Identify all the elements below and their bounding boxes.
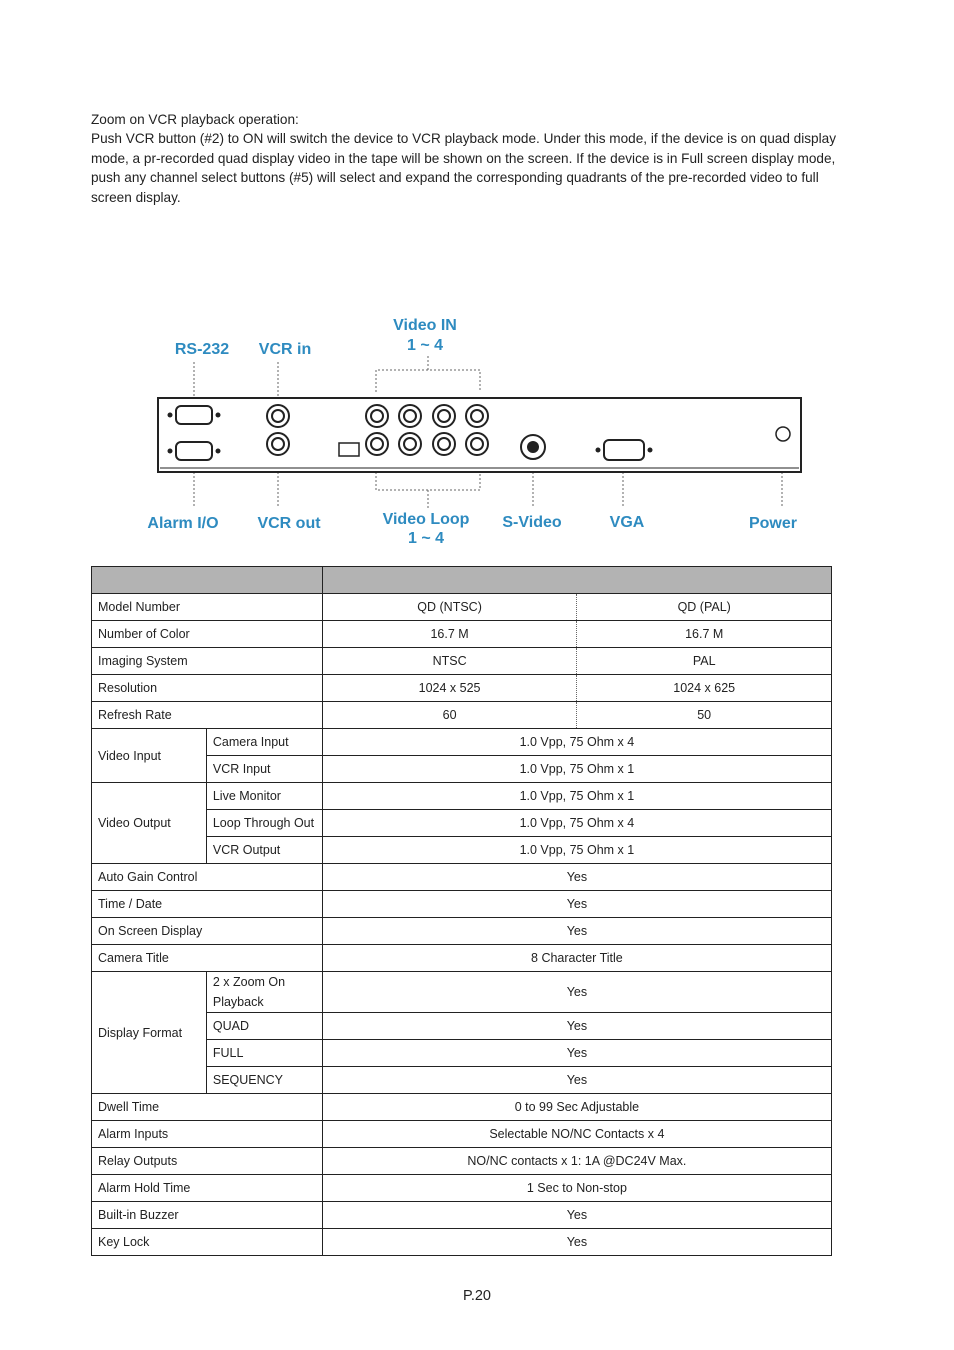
label-vcr-in: VCR in	[258, 341, 312, 358]
sub-label: 2 x Zoom On Playback	[206, 972, 322, 1013]
value: Yes	[322, 1067, 831, 1094]
table-row	[92, 1175, 832, 1202]
label-video-loop-range: 1 ~ 4	[407, 530, 445, 547]
value-pal: PAL	[577, 648, 832, 675]
table-row	[92, 1202, 832, 1229]
page-number: P.20	[463, 1288, 491, 1304]
sub-label: VCR Output	[206, 837, 322, 864]
value-ntsc: NTSC	[322, 648, 577, 675]
row-group-label: Video Output	[92, 783, 207, 864]
row-label: On Screen Display	[92, 918, 323, 945]
row-label: Model Number	[92, 594, 323, 621]
table-row	[92, 1148, 832, 1175]
value: 1.0 Vpp, 75 Ohm x 1	[322, 783, 831, 810]
sub-label: FULL	[206, 1040, 322, 1067]
value-pal: 50	[577, 702, 832, 729]
table-row	[92, 918, 832, 945]
table-header-row	[92, 567, 832, 594]
table-row	[92, 594, 832, 621]
label-video-in-range: 1 ~ 4	[406, 337, 444, 354]
row-group-label: Video Input	[92, 729, 207, 783]
sub-label: Live Monitor	[206, 783, 322, 810]
header-cell-spec	[322, 567, 831, 594]
value-ntsc: 60	[322, 702, 577, 729]
row-label: Number of Color	[92, 621, 323, 648]
row-label: Alarm Inputs	[92, 1121, 323, 1148]
label-svideo: S-Video	[502, 514, 562, 531]
table-row	[92, 783, 832, 810]
label-alarm-io: Alarm I/O	[147, 515, 219, 532]
row-group-label: Display Format	[92, 972, 207, 1094]
label-vcr-out: VCR out	[257, 515, 321, 532]
table-row	[92, 972, 832, 1013]
intro-body: Push VCR button (#2) to ON will switch the device to VCR playback mode. Under this mode, if the device is on quad display mode, a pr-recorded quad display video in the tape will be shown on the screen. If the device is in Full screen display mode, push any channel select buttons (#5) will select and expand the corresponding quadrants of the pre-recorded video to full screen display.	[91, 131, 836, 205]
row-label: Imaging System	[92, 648, 323, 675]
label-vga: VGA	[609, 514, 645, 531]
intro-text	[91, 110, 851, 207]
value-pal: 16.7 M	[577, 621, 832, 648]
sub-label: Camera Input	[206, 729, 322, 756]
table-row	[92, 621, 832, 648]
sub-label: QUAD	[206, 1013, 322, 1040]
value: 1.0 Vpp, 75 Ohm x 1	[322, 756, 831, 783]
table-row	[92, 891, 832, 918]
value: 1.0 Vpp, 75 Ohm x 4	[322, 729, 831, 756]
table-row	[92, 864, 832, 891]
label-power: Power	[748, 515, 797, 532]
table-row	[92, 702, 832, 729]
value: Yes	[322, 918, 831, 945]
value-pal: QD (PAL)	[577, 594, 832, 621]
row-label: Alarm Hold Time	[92, 1175, 323, 1202]
table-row	[92, 675, 832, 702]
value: 0 to 99 Sec Adjustable	[322, 1094, 831, 1121]
value: Yes	[322, 1013, 831, 1040]
row-label: Auto Gain Control	[92, 864, 323, 891]
table-row	[92, 945, 832, 972]
row-label: Dwell Time	[92, 1094, 323, 1121]
intro-heading: Zoom on VCR playback operation:	[91, 112, 299, 127]
value: Yes	[322, 1202, 831, 1229]
value-pal: 1024 x 625	[577, 675, 832, 702]
row-label: Time / Date	[92, 891, 323, 918]
sub-label: Loop Through Out	[206, 810, 322, 837]
row-label: Refresh Rate	[92, 702, 323, 729]
table-row	[92, 1229, 832, 1256]
row-label: Built-in Buzzer	[92, 1202, 323, 1229]
value: Yes	[322, 1040, 831, 1067]
label-rs232: RS-232	[174, 341, 230, 358]
value-ntsc: QD (NTSC)	[322, 594, 577, 621]
rear-panel-diagram	[0, 300, 954, 560]
value: 1.0 Vpp, 75 Ohm x 1	[322, 837, 831, 864]
row-label: Resolution	[92, 675, 323, 702]
value-ntsc: 1024 x 525	[322, 675, 577, 702]
value: Yes	[322, 864, 831, 891]
table-row	[92, 1121, 832, 1148]
sub-label: SEQUENCY	[206, 1067, 322, 1094]
table-row	[92, 648, 832, 675]
row-label: Camera Title	[92, 945, 323, 972]
value-ntsc: 16.7 M	[322, 621, 577, 648]
sub-label: VCR Input	[206, 756, 322, 783]
value: 1 Sec to Non-stop	[322, 1175, 831, 1202]
table-row	[92, 729, 832, 756]
value: Yes	[322, 891, 831, 918]
value: 8 Character Title	[322, 945, 831, 972]
header-cell-feature	[92, 567, 323, 594]
value: Yes	[322, 972, 831, 1013]
row-label: Key Lock	[92, 1229, 323, 1256]
label-video-loop: Video Loop	[382, 511, 470, 528]
value: 1.0 Vpp, 75 Ohm x 4	[322, 810, 831, 837]
value: Yes	[322, 1229, 831, 1256]
table-row	[92, 1094, 832, 1121]
spec-table	[91, 566, 832, 1256]
row-label: Relay Outputs	[92, 1148, 323, 1175]
label-video-in: Video IN	[393, 317, 457, 334]
value: Selectable NO/NC Contacts x 4	[322, 1121, 831, 1148]
value: NO/NC contacts x 1: 1A @DC24V Max.	[322, 1148, 831, 1175]
